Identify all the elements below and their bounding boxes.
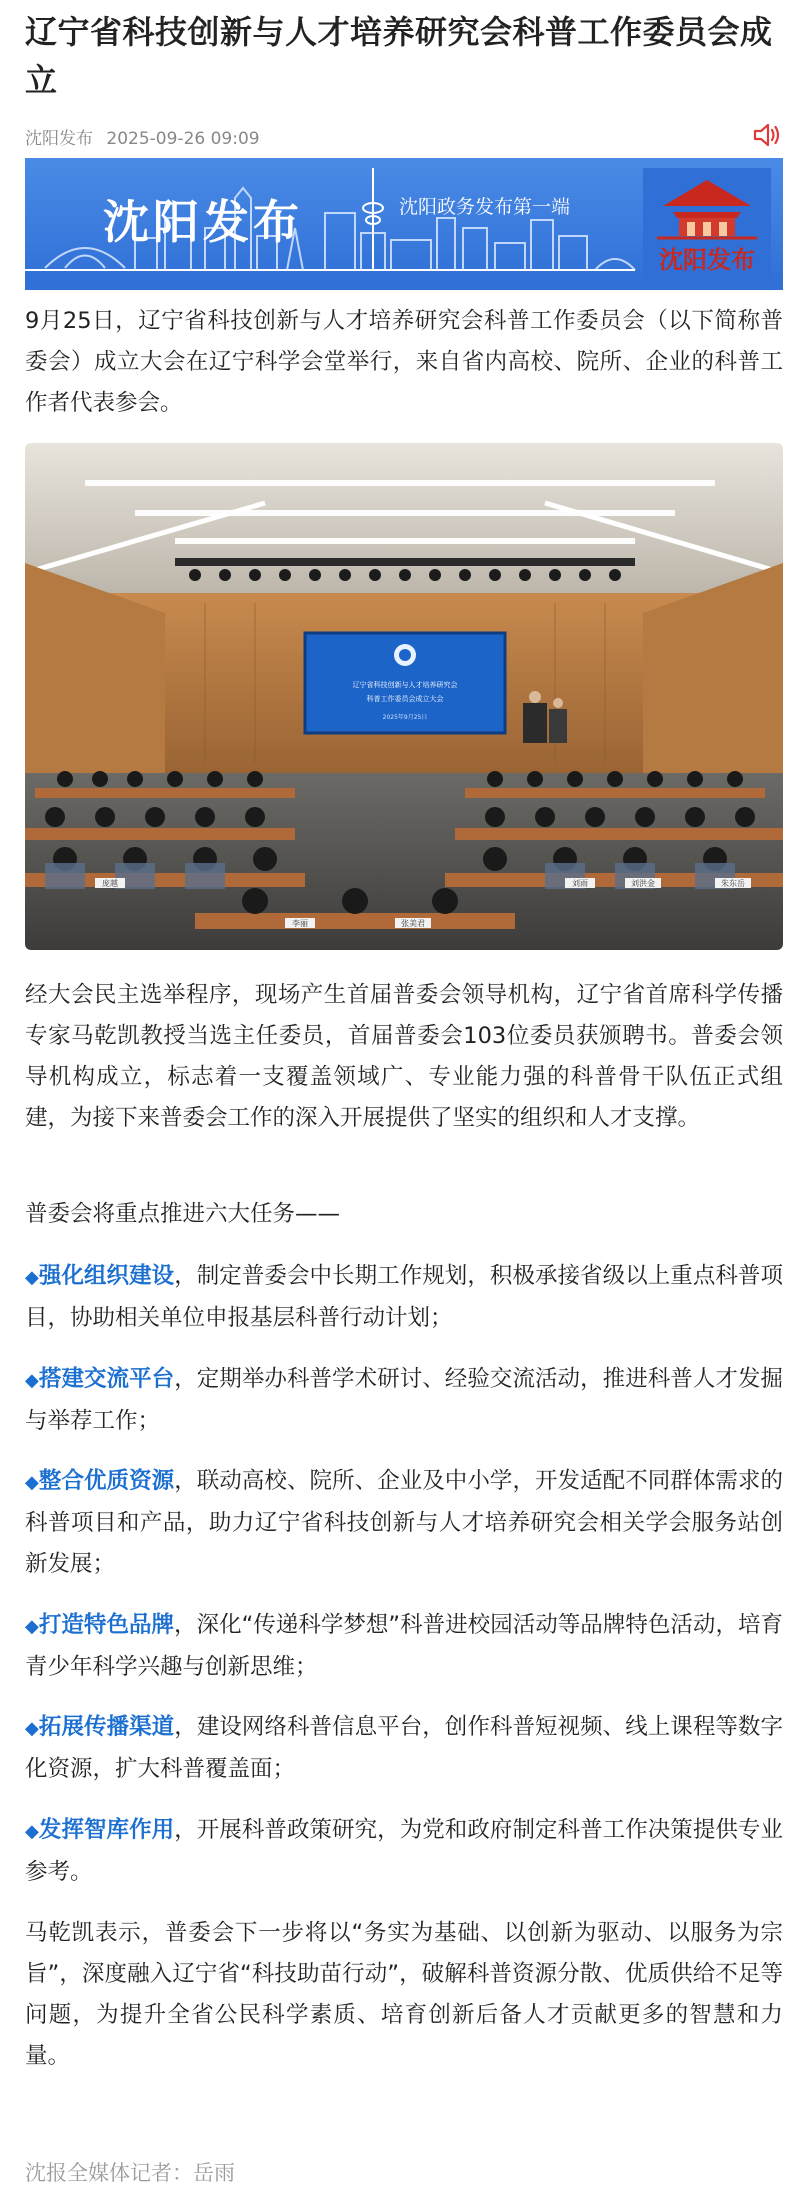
task-text: ，开展科普政策研究，为党和政府制定科普工作决策提供专业参考。 <box>25 1817 783 1885</box>
task-heading: 打造特色品牌 <box>38 1612 175 1638</box>
task-text: ，建设网络科普信息平台，创作科普短视频、线上课程等数字化资源，扩大科普覆盖面； <box>25 1714 783 1782</box>
svg-text:沈阳发布: 沈阳发布 <box>659 245 755 274</box>
task-text: ，定期举办科普学术研讨、经验交流活动，推进科普人才发掘与举荐工作； <box>25 1366 783 1434</box>
screen-date: 2025年9月25日 <box>382 714 428 721</box>
banner-seal-logo <box>643 168 771 280</box>
task-heading: 拓展传播渠道 <box>38 1714 175 1740</box>
banner-brand: 沈阳发布 <box>103 195 303 249</box>
diamond-icon: ◆ <box>25 1616 39 1637</box>
task-heading: 搭建交流平台 <box>38 1366 175 1392</box>
nameplate-4: 刘雨 <box>572 879 588 888</box>
diamond-icon: ◆ <box>25 1267 39 1288</box>
task-heading: 整合优质资源 <box>38 1468 175 1494</box>
diamond-icon: ◆ <box>25 1370 39 1391</box>
nameplate-3: 张美君 <box>401 919 425 928</box>
task-text: ，联动高校、院所、企业及中小学，开发适配不同群体需求的科普项目和产品，助力辽宁省科技创新与人才培养研究会相关学会服务站创新发展； <box>25 1468 783 1577</box>
election-paragraph: 经大会民主选举程序，现场产生首届普委会领导机构，辽宁省首席科学传播专家马乾凯教授当选主任委员，首届普委会103位委员获颁聘书。普委会领导机构成立，标志着一支覆盖领域广、专业能力强的科普骨干队伍正式组建，为接下来普委会工作的深入开展提供了坚实的组织和人才支撑。 <box>25 982 783 1131</box>
task-item <box>25 1359 783 1442</box>
reporter-credit: 沈报全媒体记者：岳雨 <box>25 2161 235 2185</box>
task-item <box>25 1461 783 1585</box>
screen-title: 辽宁省科技创新与人才培养研究会 <box>352 681 458 689</box>
banner-slogan: 沈阳政务发布第一端 <box>399 196 571 218</box>
closing-paragraph: 马乾凯表示，普委会下一步将以“务实为基础、以创新为驱动、以服务为宗旨”，深度融入辽宁省“科技助苗行动”，破解科普资源分散、优质供给不足等问题，为提升全省公民科学素质、培育创新后备人才贡献更多的智慧和力量。 <box>25 1920 783 2069</box>
diamond-icon: ◆ <box>25 1472 39 1493</box>
conference-hall-image <box>25 443 783 950</box>
nameplate-2: 李丽 <box>292 919 308 928</box>
diamond-icon: ◆ <box>25 1718 39 1739</box>
nameplate-6: 朱东岳 <box>721 879 745 888</box>
article-source[interactable]: 沈阳发布 <box>25 129 93 149</box>
intro-paragraph: 9月25日，辽宁省科技创新与人才培养研究会科普工作委员会（以下简称普委会）成立大会在辽宁科学会堂举行，来自省内高校、院所、企业的科普工作者代表参会。 <box>25 308 783 416</box>
banner-ad[interactable] <box>25 158 783 290</box>
task-text: ，深化“传递科学梦想”科普进校园活动等品牌特色活动，培育青少年科学兴趣与创新思维； <box>25 1612 783 1680</box>
article-meta <box>25 124 260 149</box>
article-title: 辽宁省科技创新与人才培养研究会科普工作委员会成立 <box>25 13 773 99</box>
conference-photo <box>25 443 783 950</box>
article-datetime: 2025-09-26 09:09 <box>106 129 260 149</box>
task-item <box>25 1605 783 1688</box>
task-text: ，制定普委会中长期工作规划，积极承接省级以上重点科普项目，协助相关单位申报基层科普行动计划； <box>25 1263 783 1331</box>
task-heading: 强化组织建设 <box>38 1263 175 1289</box>
speaker-icon[interactable] <box>751 121 783 149</box>
task-heading: 发挥智库作用 <box>38 1817 175 1843</box>
nameplate-5: 刘洪金 <box>631 879 655 888</box>
task-item <box>25 1707 783 1790</box>
task-item <box>25 1810 783 1893</box>
svg-text:科普工作委员会成立大会: 科普工作委员会成立大会 <box>366 695 444 703</box>
task-item <box>25 1256 783 1339</box>
tasks-intro: 普委会将重点推进六大任务—— <box>25 1201 341 1227</box>
diamond-icon: ◆ <box>25 1821 39 1842</box>
nameplate-1: 庞越 <box>102 879 118 888</box>
